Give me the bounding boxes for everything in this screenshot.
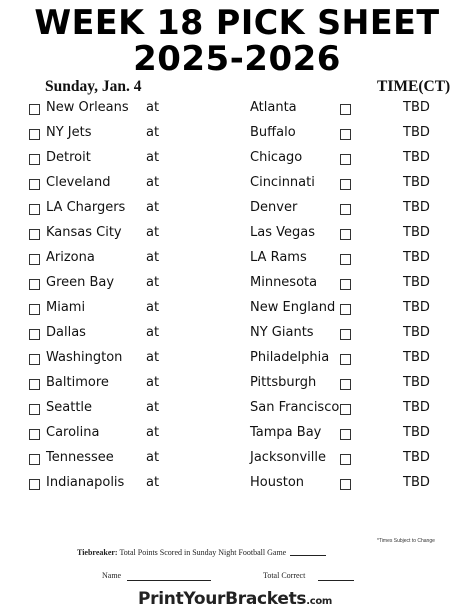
game-row	[0, 123, 474, 148]
away-team: Cleveland	[46, 175, 111, 190]
away-team: Baltimore	[46, 375, 109, 390]
home-team: Atlanta	[250, 100, 297, 115]
away-team: Detroit	[46, 150, 91, 165]
home-team: Houston	[250, 475, 305, 490]
home-pick-checkbox[interactable]	[340, 329, 351, 340]
home-team: Las Vegas	[250, 225, 315, 240]
away-team: Miami	[46, 300, 86, 315]
home-pick-checkbox[interactable]	[340, 429, 351, 440]
away-pick-checkbox[interactable]	[29, 129, 40, 140]
name-label: Name	[102, 571, 122, 580]
games-list	[0, 98, 474, 498]
game-date: Sunday, Jan. 4	[45, 78, 142, 95]
at-label: at	[146, 425, 160, 440]
away-pick-checkbox[interactable]	[29, 354, 40, 365]
home-pick-checkbox[interactable]	[340, 404, 351, 415]
game-time: TBD	[403, 200, 430, 215]
away-team: Arizona	[46, 250, 95, 265]
home-team: NY Giants	[250, 325, 314, 340]
away-pick-checkbox[interactable]	[29, 429, 40, 440]
game-time: TBD	[403, 175, 430, 190]
home-team: Buffalo	[250, 125, 296, 140]
home-pick-checkbox[interactable]	[340, 454, 351, 465]
home-pick-checkbox[interactable]	[340, 279, 351, 290]
home-team: New England	[250, 300, 336, 315]
game-row	[0, 423, 474, 448]
game-row	[0, 473, 474, 498]
home-team: Pittsburgh	[250, 375, 317, 390]
game-time: TBD	[403, 125, 430, 140]
home-team: Jacksonville	[250, 450, 326, 465]
game-row	[0, 298, 474, 323]
away-team: Carolina	[46, 425, 100, 440]
away-pick-checkbox[interactable]	[29, 304, 40, 315]
home-pick-checkbox[interactable]	[340, 254, 351, 265]
away-pick-checkbox[interactable]	[29, 104, 40, 115]
at-label: at	[146, 225, 160, 240]
at-label: at	[146, 150, 160, 165]
game-time: TBD	[403, 350, 430, 365]
at-label: at	[146, 475, 160, 490]
game-time: TBD	[403, 375, 430, 390]
game-row	[0, 173, 474, 198]
game-row	[0, 398, 474, 423]
at-label: at	[146, 100, 160, 115]
footnote: *Times Subject to Change	[377, 538, 435, 544]
home-pick-checkbox[interactable]	[340, 179, 351, 190]
away-pick-checkbox[interactable]	[29, 379, 40, 390]
season-title: 2025-2026	[133, 39, 341, 79]
game-row	[0, 248, 474, 273]
home-team: San Francisco	[250, 400, 340, 415]
game-time: TBD	[403, 100, 430, 115]
away-pick-checkbox[interactable]	[29, 154, 40, 165]
game-row	[0, 223, 474, 248]
time-column-header: TIME(CT)	[377, 78, 451, 95]
game-row	[0, 323, 474, 348]
game-row	[0, 148, 474, 173]
brand-name: PrintYourBrackets	[138, 589, 307, 609]
away-team: LA Chargers	[46, 200, 126, 215]
home-pick-checkbox[interactable]	[340, 304, 351, 315]
game-row	[0, 348, 474, 373]
home-pick-checkbox[interactable]	[340, 479, 351, 490]
tiebreaker-blank[interactable]	[290, 555, 326, 556]
home-team: LA Rams	[250, 250, 307, 265]
at-label: at	[146, 350, 160, 365]
away-team: Dallas	[46, 325, 86, 340]
home-pick-checkbox[interactable]	[340, 104, 351, 115]
at-label: at	[146, 125, 160, 140]
total-correct-label: Total Correct	[263, 571, 306, 580]
home-pick-checkbox[interactable]	[340, 129, 351, 140]
tiebreaker	[77, 548, 326, 557]
at-label: at	[146, 275, 160, 290]
game-time: TBD	[403, 400, 430, 415]
game-time: TBD	[403, 150, 430, 165]
brand-logo	[138, 589, 332, 609]
game-time: TBD	[403, 225, 430, 240]
game-time: TBD	[403, 475, 430, 490]
brand-tld: .com	[306, 596, 333, 607]
at-label: at	[146, 300, 160, 315]
total-correct-blank[interactable]	[318, 580, 354, 581]
home-team: Tampa Bay	[250, 425, 322, 440]
away-team: Green Bay	[46, 275, 115, 290]
away-team: Kansas City	[46, 225, 122, 240]
page-title: WEEK 18 PICK SHEET	[34, 3, 440, 43]
tiebreaker-text: Total Points Scored in Sunday Night Football Game	[119, 548, 287, 557]
game-row	[0, 273, 474, 298]
away-pick-checkbox[interactable]	[29, 329, 40, 340]
game-time: TBD	[403, 275, 430, 290]
home-pick-checkbox[interactable]	[340, 154, 351, 165]
game-time: TBD	[403, 450, 430, 465]
away-pick-checkbox[interactable]	[29, 404, 40, 415]
at-label: at	[146, 400, 160, 415]
name-blank[interactable]	[127, 580, 211, 581]
at-label: at	[146, 375, 160, 390]
away-pick-checkbox[interactable]	[29, 279, 40, 290]
game-time: TBD	[403, 325, 430, 340]
away-pick-checkbox[interactable]	[29, 179, 40, 190]
game-time: TBD	[403, 300, 430, 315]
home-team: Denver	[250, 200, 298, 215]
home-team: Cincinnati	[250, 175, 315, 190]
home-pick-checkbox[interactable]	[340, 229, 351, 240]
at-label: at	[146, 250, 160, 265]
game-row	[0, 198, 474, 223]
away-team: NY Jets	[46, 125, 92, 140]
home-team: Philadelphia	[250, 350, 330, 365]
away-team: New Orleans	[46, 100, 129, 115]
away-pick-checkbox[interactable]	[29, 254, 40, 265]
home-team: Chicago	[250, 150, 303, 165]
at-label: at	[146, 325, 160, 340]
away-team: Tennessee	[46, 450, 114, 465]
game-row	[0, 373, 474, 398]
home-team: Minnesota	[250, 275, 318, 290]
game-row	[0, 448, 474, 473]
away-team: Indianapolis	[46, 475, 125, 490]
home-pick-checkbox[interactable]	[340, 204, 351, 215]
away-pick-checkbox[interactable]	[29, 454, 40, 465]
game-row	[0, 98, 474, 123]
game-time: TBD	[403, 425, 430, 440]
away-pick-checkbox[interactable]	[29, 204, 40, 215]
away-pick-checkbox[interactable]	[29, 479, 40, 490]
away-team: Washington	[46, 350, 123, 365]
away-team: Seattle	[46, 400, 93, 415]
home-pick-checkbox[interactable]	[340, 379, 351, 390]
tiebreaker-label: Tiebreaker:	[77, 548, 118, 557]
home-pick-checkbox[interactable]	[340, 354, 351, 365]
away-pick-checkbox[interactable]	[29, 229, 40, 240]
at-label: at	[146, 175, 160, 190]
game-time: TBD	[403, 250, 430, 265]
at-label: at	[146, 450, 160, 465]
at-label: at	[146, 200, 160, 215]
